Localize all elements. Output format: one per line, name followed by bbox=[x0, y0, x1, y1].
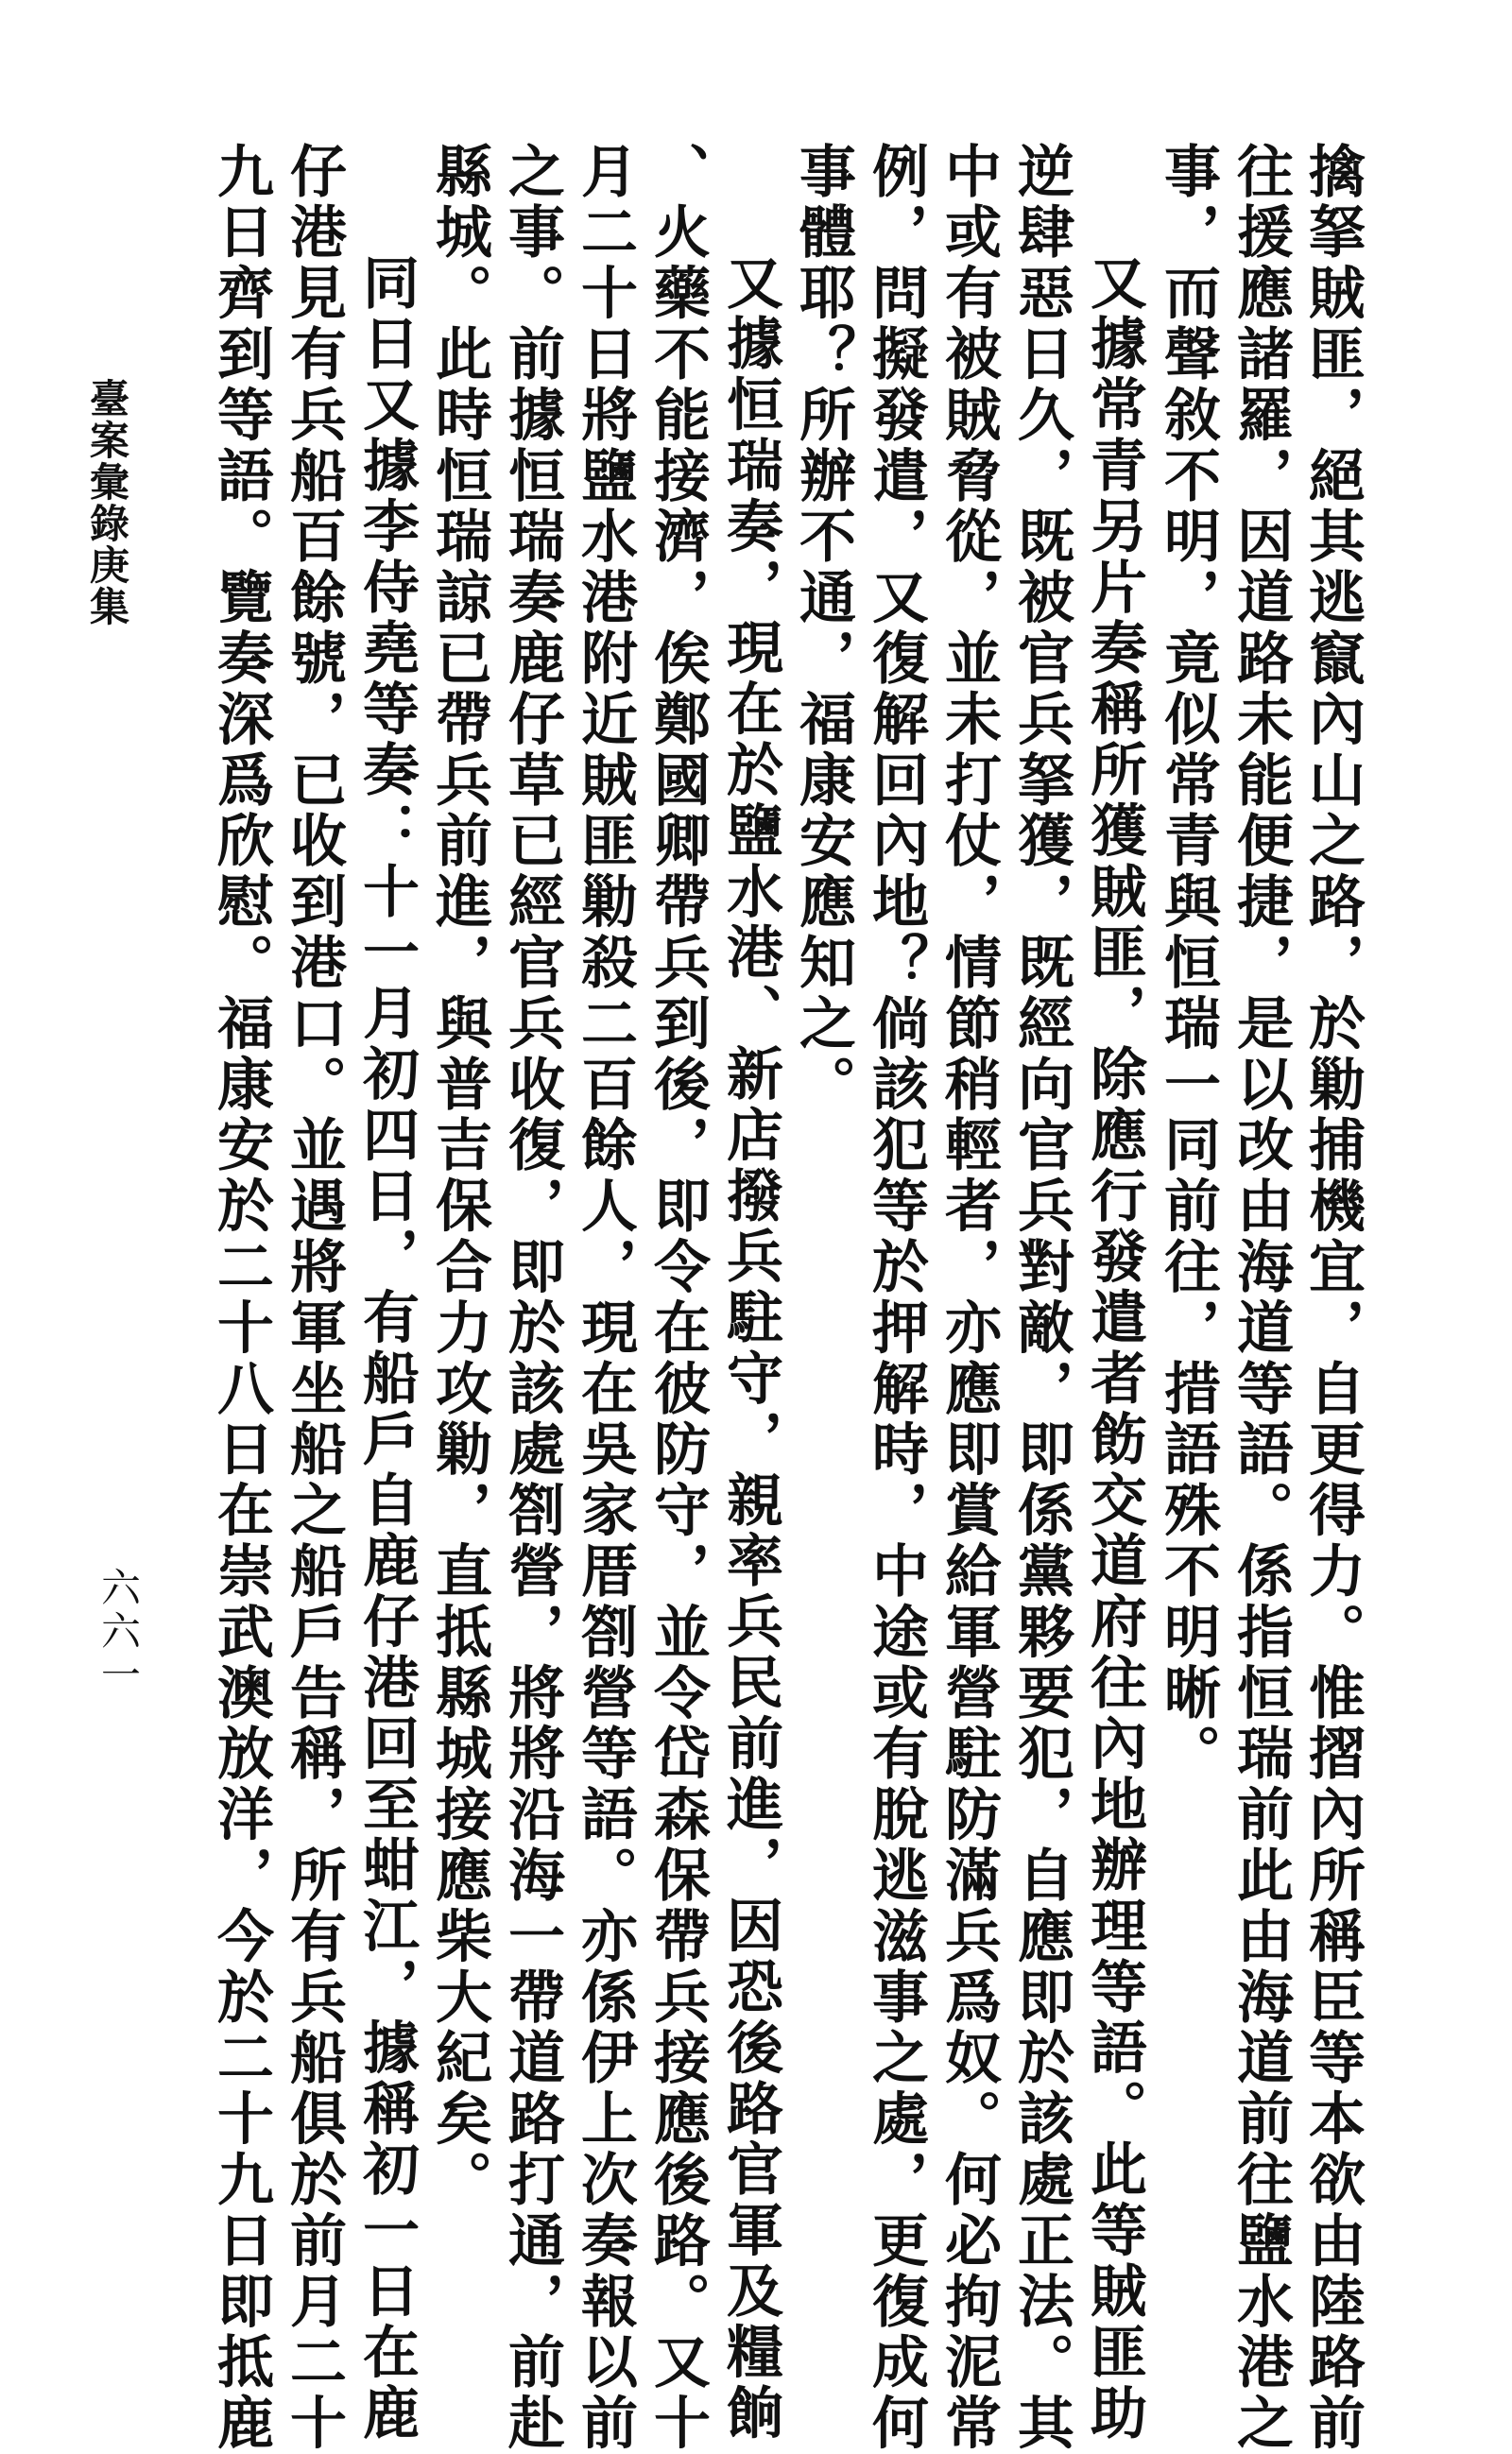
text-column-12: 之事。前據恒瑞奏鹿仔草已經官兵收復，即於該處劄營，將將沿海一帶道路打通，前赴 bbox=[499, 142, 565, 2454]
text-column-8: 事體耶？所辦不通，福康安應知之。 bbox=[790, 142, 856, 1116]
text-column-16: 九日齊到等語。覽奏深爲欣慰。福康安於二十八日在崇武澳放洋，今於二十九日即抵鹿 bbox=[208, 142, 274, 2454]
text-column-6: 中或有被賊脅從，並未打仗，情節稍輕者，亦應即賞給軍營駐防滿兵爲奴。何必拘泥常 bbox=[936, 142, 1002, 2454]
text-column-15: 仔港見有兵船百餘號，已收到港口。並遇將軍坐船之船戶告稱，所有兵船俱於前月二十 bbox=[281, 142, 347, 2454]
text-column-2: 往援應諸羅，因道路未能便捷，是以改由海道等語。係指恒瑞前此由海道前往鹽水港之 bbox=[1228, 142, 1294, 2454]
text-column-13: 縣城。此時恒瑞諒已帶兵前進，與普吉保合力攻勦，直抵縣城接應柴大紀矣。 bbox=[426, 142, 492, 2211]
text-column-1: 擒拏賊匪，絕其逃竄內山之路，於勦捕機宜，自更得力。惟摺內所稱臣等本欲由陸路前 bbox=[1299, 142, 1366, 2454]
running-title: 臺案彙錄庚集 bbox=[84, 378, 130, 627]
page-number: 六六一 bbox=[95, 1567, 142, 1697]
text-column-5: 逆肆惡日久，既被官兵拏獲，既經向官兵對敵，即係黨夥要犯，自應即於該處正法。其 bbox=[1008, 142, 1074, 2454]
text-column-10: 、火藥不能接濟，俟鄭國卿帶兵到後，即令在彼防守，並令岱森保帶兵接應後路。又十 bbox=[644, 142, 711, 2454]
text-column-7: 例，問擬發遣，又復解回內地？倘該犯等於押解時，中途或有脫逃滋事之處，更復成何 bbox=[863, 142, 929, 2454]
text-column-9: 又據恒瑞奏，現在於鹽水港、新店撥兵駐守，親率兵民前進，因恐後路官軍及糧餉 bbox=[717, 253, 783, 2445]
text-column-3: 事，而聲敘不明，竟似常青與恒瑞一同前往，措語殊不明晰。 bbox=[1155, 142, 1221, 1785]
text-column-11: 月二十日將鹽水港附近賊匪勦殺二百餘人，現在吳家厝劄營等語。亦係伊上次奏報以前 bbox=[572, 142, 638, 2454]
text-column-4: 又據常青另片奏稱所獲賊匪，除應行發遣者飭交道府往內地辦理等語。此等賊匪助 bbox=[1081, 253, 1147, 2445]
text-column-14: 同日又據李侍堯等奏：十一月初四日，有船戶自鹿仔港回至蚶江，據稱初一日在鹿 bbox=[353, 253, 420, 2445]
